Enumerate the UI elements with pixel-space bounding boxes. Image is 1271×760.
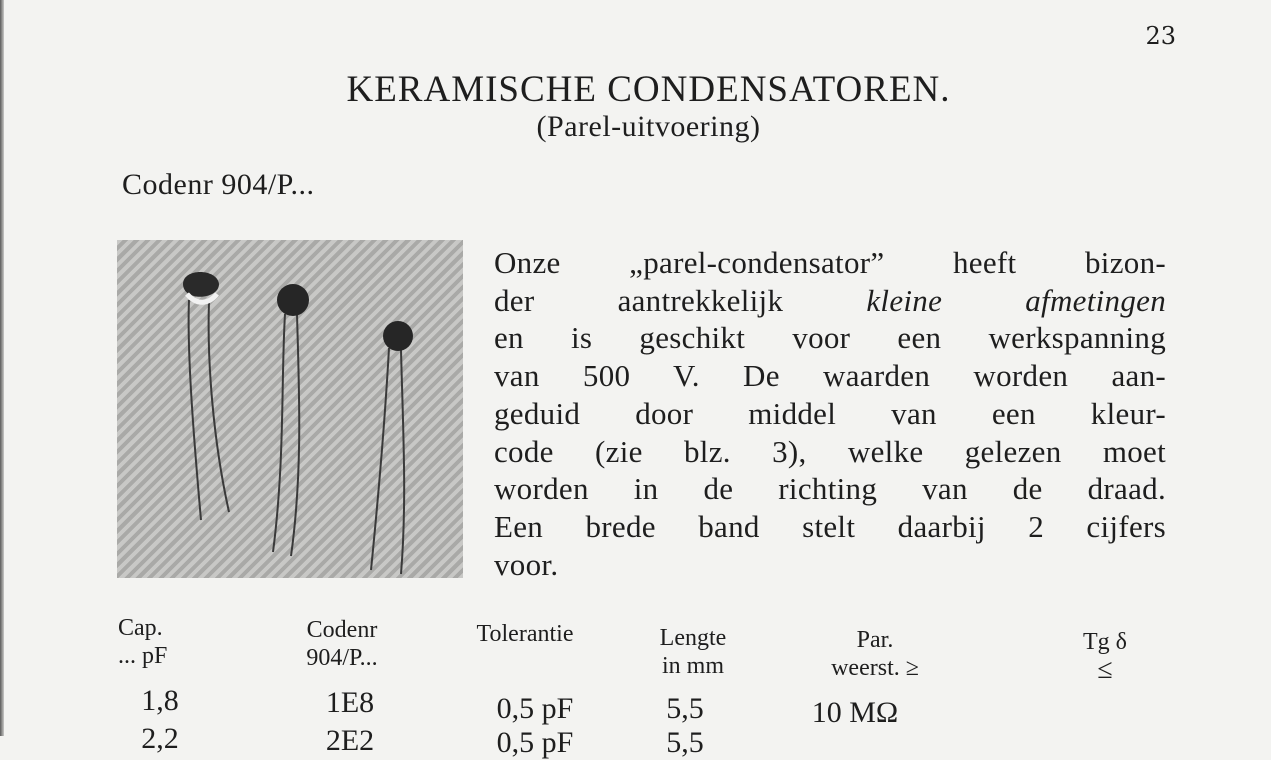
table-cell-code: 2E2 — [325, 724, 375, 757]
description-line — [494, 282, 1166, 320]
description-line: geduid door middel van een kleur- — [494, 395, 1166, 431]
capacitor-photo — [117, 240, 463, 578]
description-line: van 500 V. De waarden worden aan- — [494, 358, 1166, 394]
page-number: 23 — [1145, 22, 1176, 50]
header-line: Lengte — [659, 625, 727, 651]
header-resistance — [790, 626, 960, 682]
description-line: code (zie blz. 3), welke gelezen moet — [494, 433, 1166, 469]
table-cell-length: 5,5 — [666, 726, 704, 759]
header-line: Tg δ — [1083, 629, 1127, 655]
header-length — [628, 624, 758, 680]
header-line: Tolerantie — [476, 621, 574, 647]
description-line: worden in de richting van de draad. — [494, 471, 1166, 507]
table-cell-tolerance: 0,5 pF — [496, 726, 574, 759]
description-line: Onze „parel-condensator” heeft bizon- — [494, 245, 1166, 280]
description-line: Een brede band stelt daarbij 2 cijfers — [494, 508, 1166, 544]
header-loss-factor — [1050, 628, 1160, 684]
table-cell-code: 1E8 — [325, 686, 375, 719]
header-line: Cap. — [118, 615, 163, 641]
table-cell-tolerance: 0,5 pF — [496, 692, 574, 725]
header-line: weerst. ≥ — [831, 655, 919, 681]
table-cell-resistance: 10 MΩ — [811, 696, 899, 729]
header-line: Par. — [856, 627, 894, 653]
header-line: in mm — [661, 653, 724, 679]
header-line: ... pF — [118, 643, 168, 669]
description-text — [494, 244, 1166, 583]
table-cell-length: 5,5 — [666, 692, 704, 725]
header-line: ≤ — [1097, 654, 1113, 685]
description-line: en is geschikt voor een werkspanning — [494, 320, 1166, 356]
header-code — [272, 616, 412, 672]
capacitor-table — [0, 612, 1271, 759]
page-subtitle: (Parel-uitvoering) — [536, 110, 761, 143]
page-title: KERAMISCHE CONDENSATOREN. — [346, 69, 951, 110]
header-line: Codenr — [306, 617, 378, 643]
description-line: voor. — [494, 546, 559, 582]
header-tolerance — [440, 620, 610, 648]
table-cell-capacity: 1,8 — [141, 684, 179, 717]
header-capacity — [100, 614, 200, 670]
header-line: 904/P... — [306, 645, 378, 671]
description-fragment: der aantrekkelijk — [494, 282, 867, 318]
capacitor-illustration — [117, 240, 463, 578]
table-cell-capacity: 2,2 — [141, 722, 179, 755]
description-emphasis: kleine afmetingen — [866, 282, 1166, 318]
code-heading: Codenr 904/P... — [122, 168, 315, 201]
